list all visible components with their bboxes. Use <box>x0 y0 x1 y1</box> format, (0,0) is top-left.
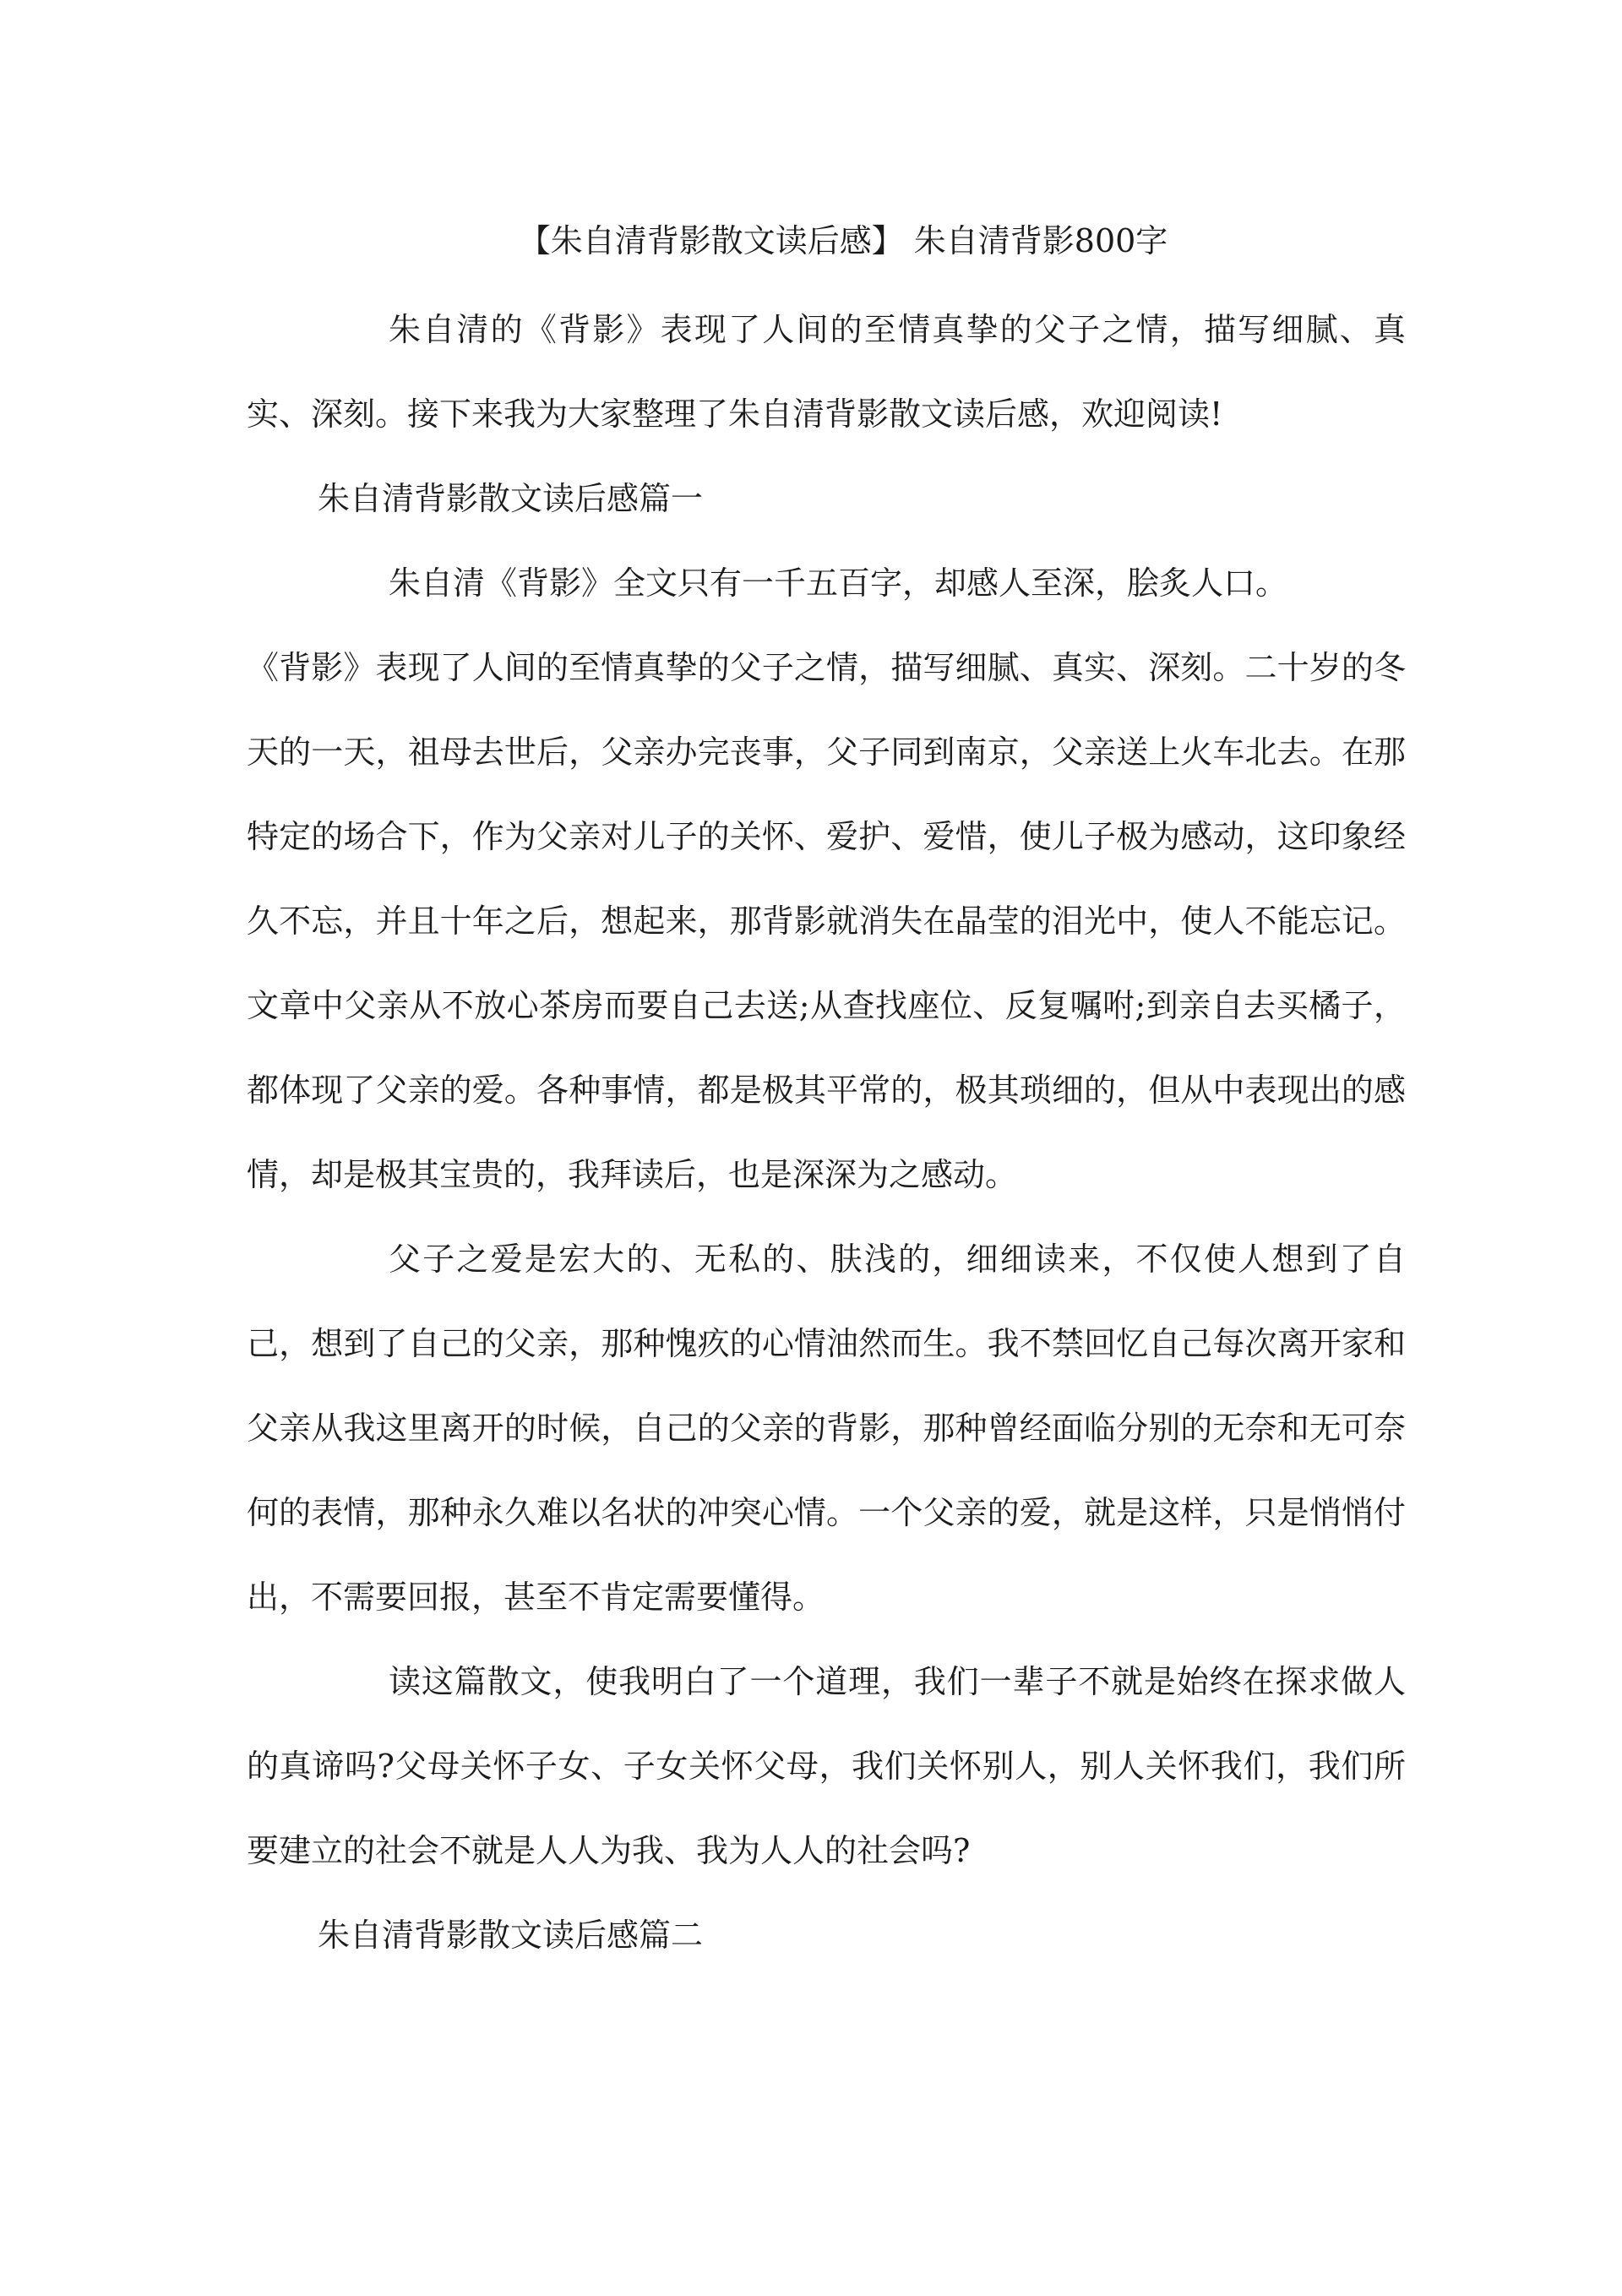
paragraph-4: 读这篇散文，使我明白了一个道理，我们一辈子不就是始终在探求做人的真谛吗?父母关怀子女、子女关怀父母，我们关怀别人，别人关怀我们，我们所要建立的社会不就是人人为我、我为人人的社会吗? <box>247 1663 1406 1869</box>
intro-paragraph: 朱自清的《背影》表现了人间的至情真挚的父子之情，描写细腻、真实、深刻。接下来我为大家整理了朱自清背影散文读后感，欢迎阅读! <box>247 311 1406 433</box>
paragraph-3: 父子之爱是宏大的、无私的、肤浅的，细细读来，不仅使人想到了自己，想到了自己的父亲，那种愧疚的心情油然而生。我不禁回忆自己每次离开家和父亲从我这里离开的时候，自己的父亲的背影，那种曾经面临分别的无奈和无可奈何的表情，那种永久难以名状的冲突心情。一个父亲的爱，就是这样，只是悄悄付出，不需要回报，甚至不肯定需要懂得。 <box>247 1241 1406 1616</box>
document-body <box>247 211 1406 1977</box>
document-title: 【朱自清背影散文读后感】 朱自清背影800字 <box>518 222 1168 259</box>
paragraph-1: 朱自清《背影》全文只有一千五百字，却感人至深，脍炙人口。 <box>389 564 1288 602</box>
section-heading-2: 朱自清背影散文读后感篇二 <box>318 1917 704 1954</box>
paragraph-2: 《背影》表现了人间的至情真挚的父子之情，描写细腻、真实、深刻。二十岁的冬天的一天，祖母去世后，父亲办完丧事，父子同到南京，父亲送上火车北去。在那特定的场合下，作为父亲对儿子的关怀、爱护、爱惜，使儿子极为感动，这印象经久不忘，并且十年之后，想起来，那背影就消失在晶莹的泪光中，使人不能忘记。文章中父亲从不放心茶房而要自己去送;从查找座位、反复嘱咐;到亲自去买橘子，都体现了父亲的爱。各种事情，都是极其平常的，极其琐细的，但从中表现出的感情，却是极其宝贵的，我拜读后，也是深深为之感动。 <box>247 649 1406 1193</box>
section-heading-1: 朱自清背影散文读后感篇一 <box>318 480 704 517</box>
